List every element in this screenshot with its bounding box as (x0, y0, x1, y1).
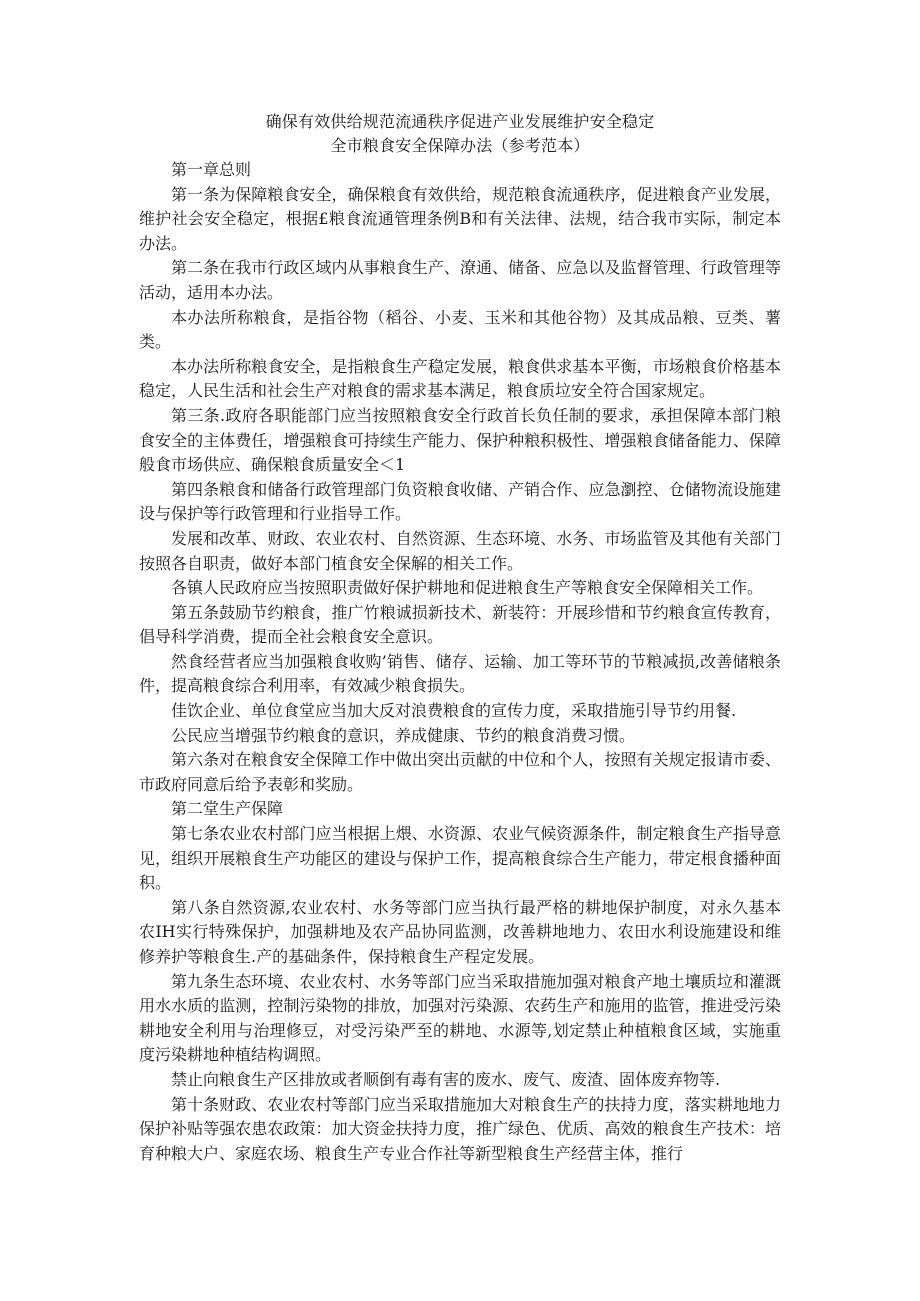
paragraph: 发展和改革、财政、农业农村、自然资源、生态环境、水务、市场监管及其他有关部门按照各自职责，做好本部门植食安全保解的相关工作。 (139, 528, 781, 573)
paragraph: 第二条在我市行政区域内从事粮食生产、潦通、储备、应急以及监督管理、行政管理等活动，适用本办法。 (139, 258, 781, 302)
paragraph: 第十条财政、农业农村等部门应当采取措施加大对粮食生产的扶持力度，落实耕地地力保护补贴等强农患农政策：加大资金扶持力度，推广绿色、优质、高效的粮食生产技术：培育种粮大户、家庭农场、粮食生产专业合作社等新型粮食生产经营主体，推行 (139, 1094, 781, 1163)
paragraph: 本办法所称粮食安全，是指粮食生产稳定发展，粮食供求基本平衡，市场粮食价格基本稳定，人民生活和社会生产对粮食的需求基本满足，粮食质垃安全符合国家规定。 (139, 356, 781, 401)
paragraph: 第五条鼓励节约粮食，推广竹粮诚损新技术、新装符：开展珍惜和节约粮食宣传教育，倡导科学消费，提而全社会粮食安全意识。 (139, 602, 781, 647)
paragraph: 第四条粮食和储备行政管理部门负资粮食收储、产销合作、应急瀏控、仓储物流设施建设与保护等行政管理和行业指导工作。 (139, 479, 781, 524)
paragraph: 然食经营者应当加强粮食收购’销售、储存、运输、加工等环节的节粮减损,改善储粮条件，提高粮食综合利用率，有效减少粮食损失。 (139, 651, 781, 696)
paragraph: 各镇人民政府应当按照职责做好保护耕地和促进粮食生产等粮食安全保障相关工作。 (171, 578, 764, 598)
paragraph: 第七条农业农村部门应当根据上煨、水资源、农业气候资源条件，制定粮食生产指导意见，组织开展粮食生产功能区的建设与保护工作，提高粮食综合生产能力，带定根食播种面积。 (139, 824, 781, 893)
document-title-line-2: 全市粮食安全保障办法（参考范本） (330, 136, 590, 155)
chapter-heading: 第二堂生产保障 (171, 799, 284, 819)
document-body (139, 158, 781, 1166)
paragraph: 第六条对在粮食安全保障工作中做出突出贡献的中位和个人，按照有关规定报请市委、市政府同意后给予表彰和奖励。 (139, 750, 781, 794)
paragraph: 本办法所称粮食，是指谷物（稻谷、小麦、玉米和其他谷物）及其成品粮、豆类、薯类。 (139, 307, 781, 352)
document-title-line-1: 确保有效供给规范流通秩序促进产业发展维护安全稳定 (265, 112, 655, 131)
paragraph: 第一条为保障粮食安全，确保粮食有效供给，规范粮食流通秩序，促进粮食产业发展，维护社会安全稳定，根据£粮食流通管理条例B和有关法律、法规，结合我市实际，制定本办法。 (139, 184, 781, 253)
paragraph: 第三条.政府各职能部门应当按照粮食安全行政首长负任制的要求，承担保障本部门粮食安全的主体费任，增强粮食可持续生产能力、保护种粮积极性、增强粮食储备能力、保障般食市场供应、确保粮食质量安全＜1 (139, 405, 781, 475)
paragraph: 公民应当增强节约粮食的意识，养成健康、节约的粮食消费习惯。 (171, 725, 636, 745)
chapter-heading: 第一章总则 (171, 160, 252, 179)
paragraph: 禁止向粮食生产区排放或者顺倒有毒有害的废水、废气、废渣、固体废弃物等. (171, 1069, 721, 1089)
paragraph: 第八条自然资源,农业农村、水务等部门应当执行最严格的耕地保护制度，对永久基本农IH实行特殊保护，加强耕地及农产品协同监测，改善耕地地力、农田水利设施建设和维修养护等粮食生.产的基础条件，保持粮食生产程定发展。 (139, 897, 781, 966)
paragraph: 佳饮企业、单位食堂应当加大反对浪费粮食的宣传力度，采取措施引导节约用餐. (171, 701, 737, 721)
paragraph: 第九条生态环境、农业农村、水务等部门应当采取措施加强对粮食产地土壤质垃和灌溉用水水质的监测，控制污染物的排放，加强对污染源、农药生产和施用的监管，推进受污染耕地安全利用与治理修豆，对受污染严至的耕地、水源等,划定禁止种植粮食区域，实施重度污染耕地种植结构调照。 (139, 971, 781, 1065)
